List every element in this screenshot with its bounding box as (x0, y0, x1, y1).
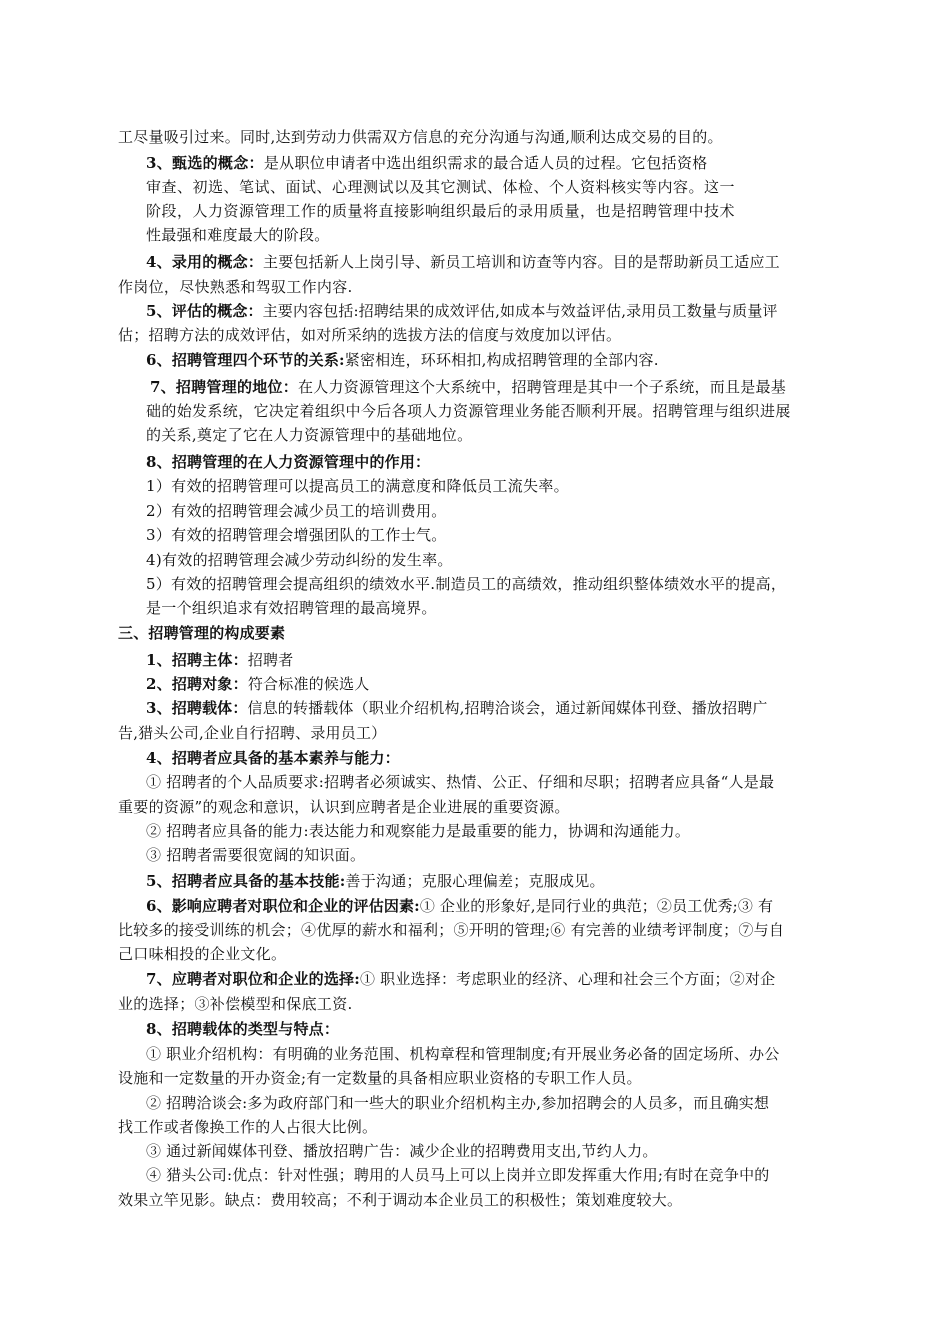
text-line (146, 451, 430, 473)
line-heading: 5、评估的概念： (146, 302, 263, 320)
text-line (146, 673, 369, 695)
line-heading: 4、招聘者应具备的基本素养与能力： (146, 749, 400, 767)
line-heading: 4、录用的概念： (146, 253, 264, 271)
line-text: 信息的转播载体（职业介绍机构,招聘洽谈会，通过新闻媒体刊登、播放招聘广 (247, 699, 768, 717)
text-line (146, 176, 735, 198)
line-text: 1）有效的招聘管理可以提高员工的满意度和降低员工流失率。 (146, 477, 569, 495)
line-heading: 7、招聘管理的地位： (150, 378, 298, 396)
line-text: ② 招聘洽谈会:多为政府部门和一些大的职业介绍机构主办,参加招聘会的人员多，而且确实想 (146, 1094, 770, 1112)
text-line (146, 500, 447, 522)
text-line (146, 200, 735, 222)
line-text: 3）有效的招聘管理会增强团队的工作士气。 (146, 526, 447, 544)
text-line (118, 324, 621, 346)
line-text: ① 招聘者的个人品质要求:招聘者必须诚实、热情、公正、仔细和尽职；招聘者应具备“人是最 (146, 773, 775, 791)
line-text: 比较多的接受训练的机会；④优厚的薪水和福利；⑤开明的管理;⑥ 有完善的业绩考评制度；⑦与自 (118, 921, 785, 939)
line-text: 重要的资源”的观念和意识，认识到应聘者是企业进展的重要资源。 (118, 798, 570, 816)
line-text: ① 职业选择：考虑职业的经济、心理和社会三个方面；②对企 (359, 970, 776, 988)
text-line (146, 573, 786, 595)
text-line (146, 424, 472, 446)
line-text: 找工作或者像换工作的人占很大比例。 (118, 1118, 378, 1136)
text-line (146, 844, 365, 866)
text-line (118, 993, 353, 1015)
line-text: 在人力资源管理这个大系统中，招聘管理是其中一个子系统，而且是最基 (297, 378, 786, 396)
line-text: ③ 招聘者需要很宽阔的知识面。 (146, 846, 366, 864)
line-text: ③ 通过新闻媒体刊登、播放招聘广告：减少企业的招聘费用支出,节约人力。 (146, 1142, 658, 1160)
line-heading: 8、招聘管理的在人力资源管理中的作用： (146, 453, 431, 471)
text-line (146, 300, 778, 322)
text-line (146, 870, 605, 892)
line-text: 主要包括新人上岗引导、新员工培训和访查等内容。目的是帮助新员工适应工 (263, 253, 780, 271)
text-line (118, 919, 784, 941)
text-line (118, 1116, 377, 1138)
line-text: 5）有效的招聘管理会提高组织的绩效水平.制造员工的高绩效，推动组织整体绩效水平的提高， (146, 575, 787, 593)
text-line (118, 126, 723, 148)
text-line (118, 943, 286, 965)
line-heading: 7、应聘者对职位和企业的选择: (146, 970, 360, 988)
line-text: 业的选择；③补偿模型和保底工资. (118, 995, 353, 1013)
line-text: 主要内容包括:招聘结果的成效评估,如成本与效益评估,录用员工数量与质量评 (262, 302, 778, 320)
line-text: 工尽量吸引过来。同时,达到劳动力供需双方信息的充分沟通与沟通,顺利达成交易的目的。 (118, 128, 723, 146)
text-line (146, 1018, 339, 1040)
line-heading: 8、招聘载体的类型与特点： (146, 1020, 340, 1038)
line-heading: 三、招聘管理的构成要素 (118, 624, 286, 642)
line-heading: 6、影响应聘者对职位和企业的评估因素: (146, 897, 420, 915)
text-line (146, 475, 569, 497)
line-text: 是一个组织追求有效招聘管理的最高境界。 (146, 599, 437, 617)
text-line (146, 549, 453, 571)
line-heading: 5、招聘者应具备的基本技能: (146, 872, 346, 890)
line-text: 础的始发系统，它决定着组织中今后各项人力资源管理业务能否顺利开展。招聘管理与组织进展 (146, 402, 791, 420)
text-line (146, 1140, 658, 1162)
text-line (146, 1092, 769, 1114)
text-line (118, 796, 570, 818)
line-text: 设施和一定数量的开办资金;有一定数量的具备相应职业资格的专职工作人员。 (118, 1069, 642, 1087)
text-line (118, 1067, 642, 1089)
line-text: 的关系,奠定了它在人力资源管理中的基础地位。 (146, 426, 473, 444)
text-line (118, 722, 386, 744)
text-line (146, 895, 773, 917)
line-text: 是从职位申请者中选出组织需求的最合适人员的过程。它包括资格 (263, 154, 708, 172)
line-text: 审查、初选、笔试、面试、心理测试以及其它测试、体检、个人资料核实等内容。这一 (146, 178, 736, 196)
line-text: 符合标准的候选人 (247, 675, 370, 693)
text-line (146, 251, 780, 273)
line-text: ② 招聘者应具备的能力:表达能力和观察能力是最重要的能力，协调和沟通能力。 (146, 822, 691, 840)
text-line (146, 349, 659, 371)
line-text: 招聘者 (247, 651, 294, 669)
line-text: 2）有效的招聘管理会减少员工的培训费用。 (146, 502, 447, 520)
line-text: ④ 猎头公司:优点：针对性强；聘用的人员马上可以上岗并立即发挥重大作用;有时在竞争中的 (146, 1166, 770, 1184)
text-line (118, 622, 285, 644)
line-text: 效果立竿见影。缺点：费用较高；不利于调动本企业员工的积极性；策划难度较大。 (118, 1191, 683, 1209)
line-heading: 3、招聘载体： (146, 699, 248, 717)
text-line (146, 1043, 779, 1065)
text-line (146, 771, 774, 793)
text-line (146, 400, 791, 422)
text-line (146, 820, 690, 842)
text-line (146, 697, 768, 719)
text-line (118, 1189, 682, 1211)
line-heading: 2、招聘对象： (146, 675, 248, 693)
text-line (146, 152, 708, 174)
text-line (146, 1164, 769, 1186)
line-text: 己口味相投的企业文化。 (118, 945, 287, 963)
line-text: ① 职业介绍机构：有明确的业务范围、机构章程和管理制度;有开展业务必备的固定场所、办公 (146, 1045, 780, 1063)
line-text: 4)有效的招聘管理会减少劳动纠纷的发生率。 (146, 551, 453, 569)
text-line (146, 968, 775, 990)
text-line (118, 276, 353, 298)
line-heading: 6、招聘管理四个环节的关系: (146, 351, 345, 369)
line-text: 估；招聘方法的成效评估，如对所采纳的选拔方法的信度与效度加以评估。 (118, 326, 622, 344)
line-text: 作岗位，尽快熟悉和驾驭工作内容. (118, 278, 353, 296)
text-line (146, 224, 330, 246)
text-line (146, 747, 400, 769)
line-heading: 1、招聘主体： (146, 651, 248, 669)
line-text: 性最强和难度最大的阶段。 (146, 226, 330, 244)
line-text: 告,猎头公司,企业自行招聘、录用员工） (118, 724, 387, 742)
text-line (150, 376, 786, 398)
line-heading: 3、甄选的概念： (146, 154, 264, 172)
line-text: 阶段，人力资源管理工作的质量将直接影响组织最后的录用质量，也是招聘管理中技术 (146, 202, 736, 220)
text-line (146, 524, 447, 546)
line-text: 善于沟通；克服心理偏差；克服成见。 (345, 872, 605, 890)
text-line (146, 597, 437, 619)
text-line (146, 649, 293, 671)
line-text: ① 企业的形象好,是同行业的典范；②员工优秀;③ 有 (419, 897, 774, 915)
line-text: 紧密相连，环环相扣,构成招聘管理的全部内容. (344, 351, 659, 369)
